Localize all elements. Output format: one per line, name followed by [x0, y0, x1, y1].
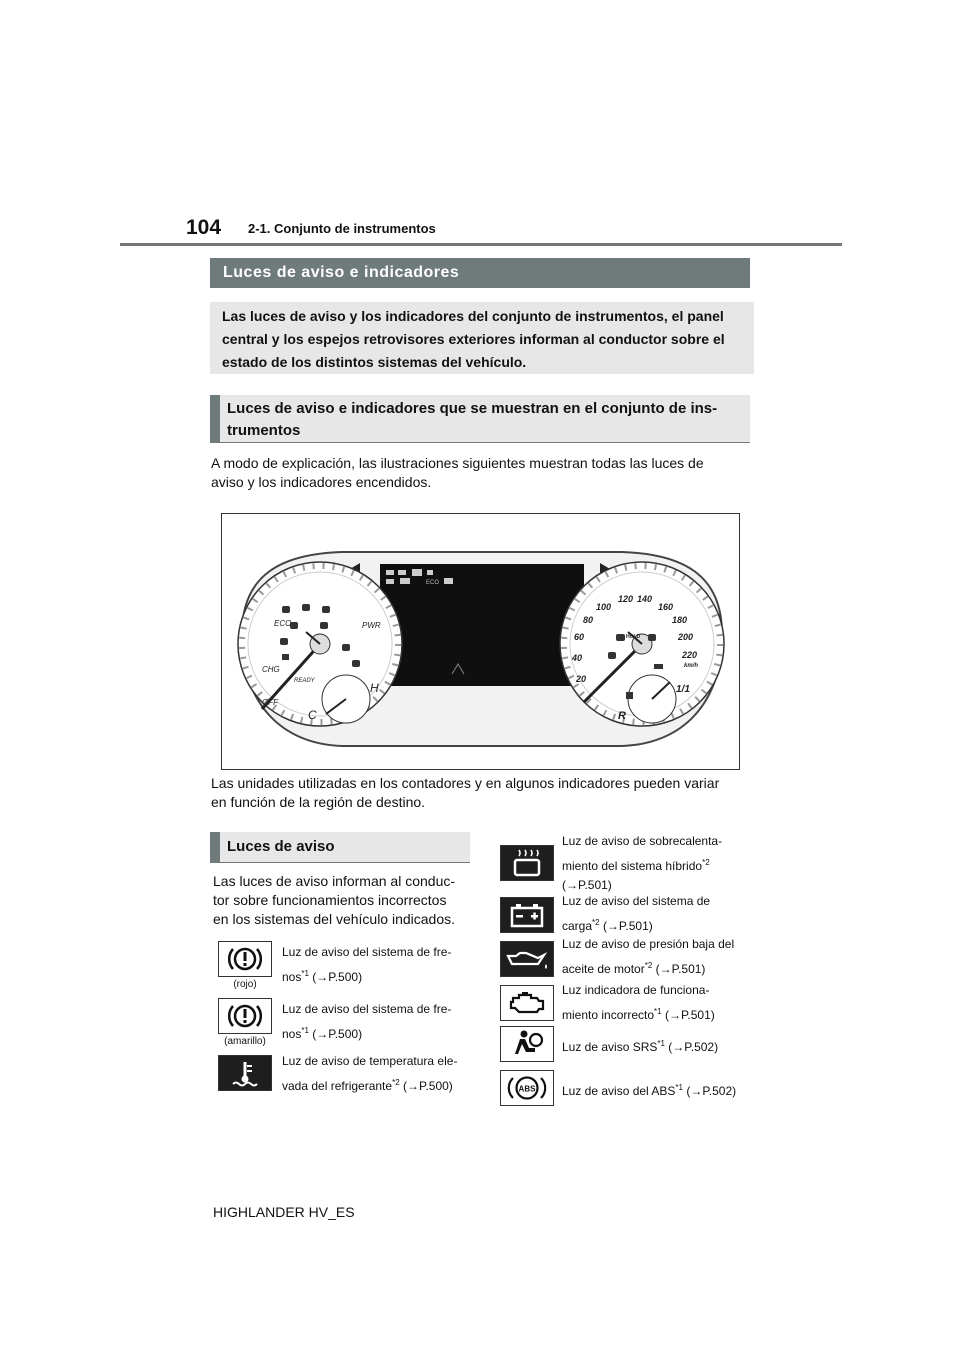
footnote-marker: *2	[702, 858, 710, 867]
page-ref: (→P.502)	[686, 1084, 737, 1098]
paragraph-line: Las unidades utilizadas en los contadores y en algunos indicadores pueden variar	[211, 775, 720, 791]
desc-line: Luz de aviso de presión baja del	[562, 937, 735, 951]
desc-text: carga	[562, 919, 593, 933]
footnote-marker: *1	[301, 1026, 309, 1035]
gauge-label: OFF	[262, 698, 278, 707]
gauge-label: H	[370, 681, 379, 695]
page-number: 104	[186, 216, 222, 239]
desc-line	[282, 1072, 467, 1097]
header-rule	[120, 243, 842, 246]
coolant-temp-icon	[218, 1055, 272, 1091]
desc-text: miento incorrecto	[562, 1008, 655, 1022]
warning-desc-abs	[562, 1077, 762, 1102]
heading-cluster-indicators	[210, 395, 750, 443]
fuel-label: 1/1	[676, 684, 690, 695]
warning-desc-coolant	[282, 1050, 467, 1097]
footnote-marker: *2	[644, 961, 653, 970]
speed-tick-label: 200	[678, 632, 694, 642]
warning-desc-brake-amber	[282, 998, 467, 1045]
battery-charge-icon	[500, 897, 554, 933]
speed-tick-label: 160	[658, 602, 674, 612]
desc-text: aceite de motor	[562, 962, 645, 976]
page-ref: (→P.500)	[312, 970, 363, 984]
desc-line: Luz de aviso del sistema de	[562, 894, 711, 908]
page-ref: (→P.501)	[664, 1008, 715, 1022]
paragraph-line: tor sobre funcionamientos incorrectos	[213, 892, 447, 908]
section-title: 2-1. Conjunto de instrumentos	[248, 221, 436, 236]
gauge-label: C	[308, 708, 317, 722]
icon-caption: (amarillo)	[224, 1036, 266, 1047]
paragraph-explanation	[211, 454, 704, 492]
oil-pressure-icon	[500, 941, 554, 977]
gauge-label: PWR	[362, 621, 381, 630]
paragraph-line: en los sistemas del vehículo indicados.	[213, 911, 456, 927]
icon-caption: (rojo)	[233, 979, 257, 990]
desc-line	[562, 1001, 762, 1026]
speed-tick-label: 20	[576, 674, 587, 684]
warning-desc-check-engine	[562, 979, 762, 1026]
page-ref: (→P.501)	[602, 919, 653, 933]
heading-line: Luces de aviso e indicadores que se muestran en el conjunto de ins-	[227, 400, 718, 417]
page-ref: (→P.500)	[402, 1079, 453, 1093]
desc-line	[562, 852, 762, 877]
footnote-marker: *1	[675, 1083, 683, 1092]
desc-line: Luz de aviso de temperatura ele-	[282, 1054, 458, 1068]
speed-unit: km/h	[684, 663, 699, 669]
warning-desc-charging	[562, 890, 762, 937]
desc-text: vada del refrigerante	[282, 1079, 393, 1093]
footer-model: HIGHLANDER HV_ES	[213, 1204, 355, 1220]
desc-line: Luz de aviso del sistema de fre-	[282, 1002, 452, 1016]
paragraph-line: Las luces de aviso informan al conduc-	[213, 873, 456, 889]
desc-line: Luz de aviso del sistema de fre-	[282, 945, 452, 959]
gauge-label: ECO	[274, 619, 292, 628]
desc-line: Luz de aviso de sobrecalenta-	[562, 834, 723, 848]
intro-line: Las luces de aviso y los indicadores del conjunto de instrumentos, el panel	[222, 308, 724, 324]
warning-desc-brake-red	[282, 941, 467, 988]
speed-tick-label: 120	[618, 594, 634, 604]
heading-warning-lights: Luces de aviso	[210, 832, 470, 863]
brake-warning-amber-icon	[218, 998, 272, 1034]
desc-line	[282, 1020, 467, 1045]
hybrid-overheat-icon	[500, 845, 554, 881]
warning-intro	[213, 872, 455, 929]
brake-warning-red-icon	[218, 941, 272, 977]
check-engine-icon	[500, 985, 554, 1021]
intro-line: central y los espejos retrovisores exteriores informan al conductor sobre el	[222, 331, 725, 347]
desc-text: miento del sistema híbrido	[562, 859, 703, 873]
page-ref: (→P.502)	[668, 1040, 719, 1054]
page-ref: (→P.500)	[312, 1027, 363, 1041]
desc-text: nos	[282, 1027, 302, 1041]
gauge-label: READY	[294, 678, 315, 684]
desc-line: Luz indicadora de funciona-	[562, 983, 710, 997]
svg-text:ECO: ECO	[426, 580, 440, 586]
speed-tick-label: 100	[596, 602, 612, 612]
desc-text: nos	[282, 970, 302, 984]
footnote-marker: *2	[592, 918, 600, 927]
desc-line	[562, 955, 762, 980]
desc-text: Luz de aviso SRS	[562, 1040, 658, 1054]
speed-tick-label: 80	[583, 615, 594, 625]
speed-tick-label: 140	[637, 594, 653, 604]
center-display	[380, 564, 587, 686]
instrument-cluster-figure	[221, 513, 740, 770]
speed-tick-label: 60	[574, 632, 585, 642]
intro-box	[210, 302, 754, 374]
page-ref: (→P.501)	[655, 962, 706, 976]
abs-icon	[500, 1070, 554, 1106]
warning-desc-oil-pressure	[562, 933, 762, 980]
paragraph-line: aviso y los indicadores encendidos.	[211, 474, 432, 490]
speed-tick-label: 40	[572, 653, 583, 663]
footnote-marker: *1	[301, 969, 309, 978]
warning-desc-srs	[562, 1033, 762, 1058]
fuel-label: R	[618, 710, 626, 722]
heading-warning-lights-indicators: Luces de aviso e indicadores	[210, 258, 750, 288]
paragraph-line: A modo de explicación, las ilustraciones siguientes muestran todas las luces de	[211, 455, 704, 471]
footnote-marker: *1	[657, 1039, 665, 1048]
paragraph-units	[211, 774, 719, 812]
paragraph-line: en función de la región de destino.	[211, 794, 426, 810]
desc-line	[282, 963, 467, 988]
desc-text: Luz de aviso del ABS	[562, 1084, 676, 1098]
speed-tick-label: 180	[672, 615, 688, 625]
svg-text:ABS: ABS	[518, 1084, 536, 1094]
speedometer-gauge	[560, 562, 724, 726]
instrument-cluster-illustration	[222, 514, 739, 769]
warning-desc-hybrid-overheat	[562, 830, 762, 894]
hold-label: HOLD	[626, 634, 641, 640]
intro-line: estado de los distintos sistemas del vehículo.	[222, 354, 527, 370]
footnote-marker: *1	[654, 1007, 662, 1016]
speed-tick-label: 220	[682, 650, 698, 660]
srs-airbag-icon	[500, 1026, 554, 1062]
heading-line: trumentos	[227, 422, 301, 439]
page-ref: (→P.501)	[562, 878, 612, 892]
footnote-marker: *2	[392, 1078, 400, 1087]
gauge-label: CHG	[262, 665, 280, 674]
